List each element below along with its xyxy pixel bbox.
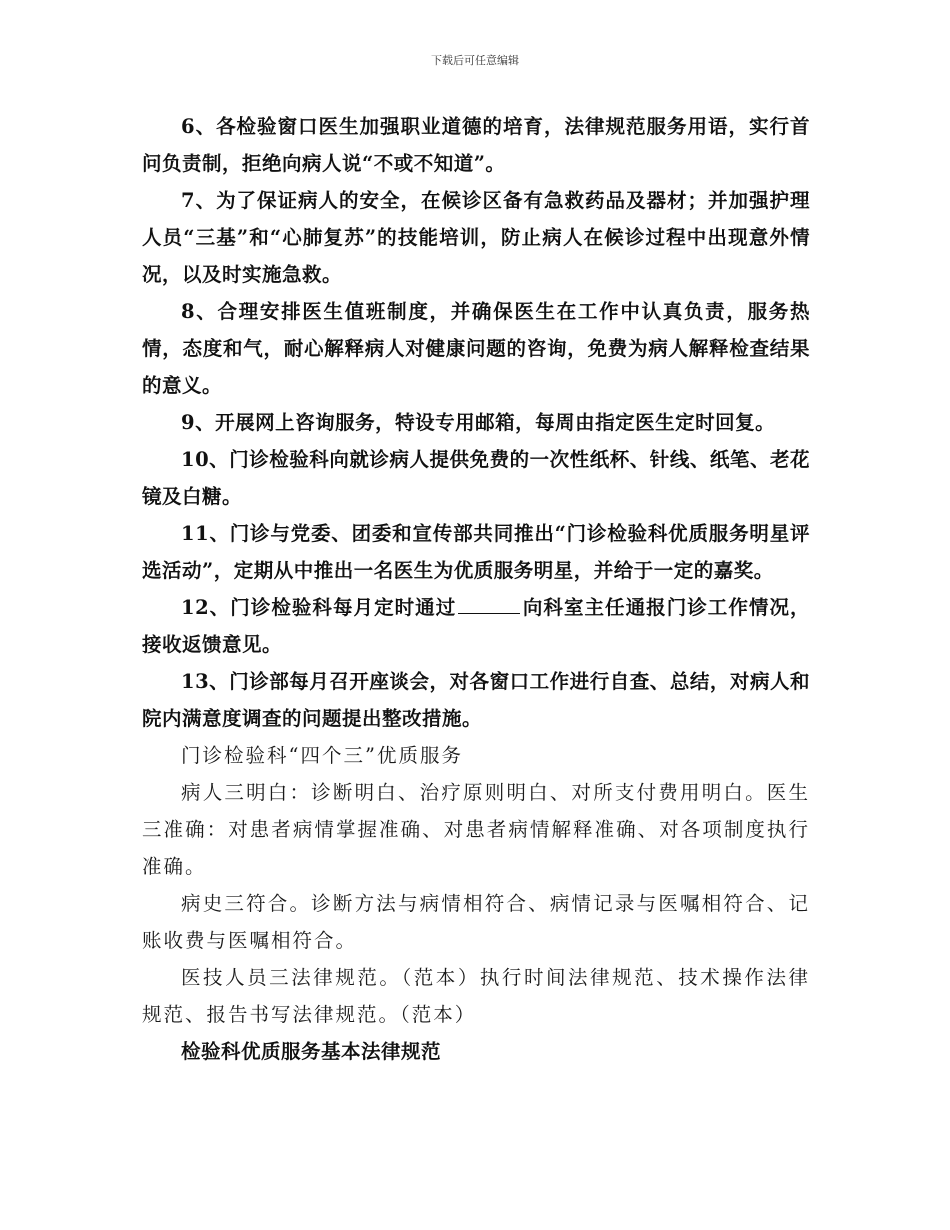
- section-paragraph-1: 病人三明白：诊断明白、治疗原则明白、对所支付费用明白。医生三准确：对患者病情掌握准确、对患者病情解释准确、对各项制度执行准确。: [142, 781, 810, 878]
- list-item-11: 11、门诊与党委、团委和宣传部共同推出“门诊检验科优质服务明星评选活动”，定期从中推出一名医生为优质服务明星，并给于一定的嘉奖。: [142, 522, 810, 582]
- document-body: [142, 108, 810, 1070]
- list-item-12: [142, 589, 810, 663]
- list-item-6: 6、各检验窗口医生加强职业道德的培育，法律规范服务用语，实行首问负责制，拒绝向病人说“不或不知道”。: [142, 115, 810, 175]
- footer-heading: 检验科优质服务基本法律规范: [181, 1040, 442, 1063]
- blank-line: [458, 593, 520, 614]
- section-paragraph-3: 医技人员三法律规范。（范本）执行时间法律规范、技术操作法律规范、报告书写法律规范。（范本）: [142, 966, 810, 1026]
- list-item-12-before: 12、门诊检验科每月定时通过: [181, 596, 457, 619]
- list-item-13: 13、门诊部每月召开座谈会，对各窗口工作进行自查、总结，对病人和院内满意度调查的问题提出整改措施。: [142, 670, 810, 730]
- list-item-10: 10、门诊检验科向就诊病人提供免费的一次性纸杯、针线、纸笔、老花镜及白糖。: [142, 448, 810, 508]
- list-item-12-after: 向科室主任通报门诊工作情况，接收返馈意见。: [142, 596, 810, 656]
- list-item-9: 9、开展网上咨询服务，特设专用邮箱，每周由指定医生定时回复。: [181, 411, 776, 434]
- page-header: 下载后可任意编辑: [431, 54, 519, 67]
- section-paragraph-2: 病史三符合。诊断方法与病情相符合、病情记录与医嘱相符合、记账收费与医嘱相符合。: [142, 892, 810, 952]
- list-item-8: 8、合理安排医生值班制度，并确保医生在工作中认真负责，服务热情，态度和气，耐心解释病人对健康问题的咨询，免费为病人解释检查结果的意义。: [142, 300, 810, 397]
- section-title: 门诊检验科“四个三”优质服务: [181, 744, 463, 767]
- list-item-7: 7、为了保证病人的安全，在候诊区备有急救药品及器材；并加强护理人员“三基”和“心肺复苏”的技能培训，防止病人在候诊过程中出现意外情况，以及时实施急救。: [142, 189, 810, 286]
